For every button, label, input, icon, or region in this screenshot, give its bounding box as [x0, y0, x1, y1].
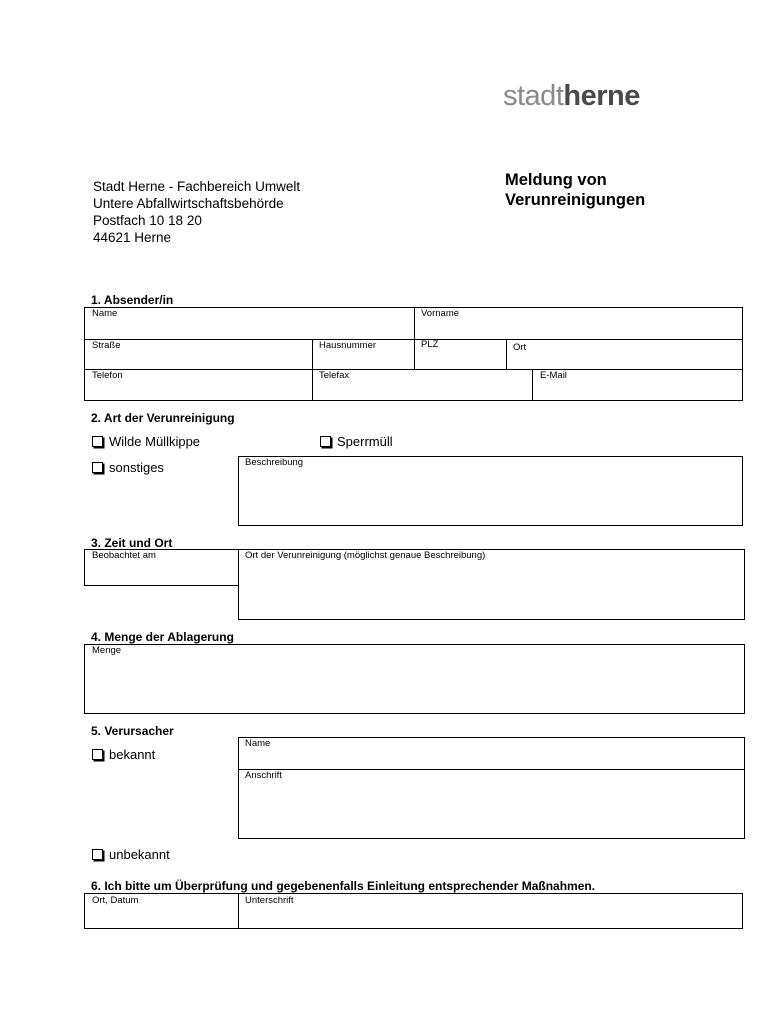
beschreibung-label: Beschreibung	[245, 457, 304, 468]
checkbox-square-icon[interactable]	[92, 849, 103, 860]
ort-verunreinigung-field[interactable]	[238, 549, 745, 620]
anschrift-field[interactable]	[239, 770, 744, 838]
checkbox-label: Wilde Müllkippe	[109, 434, 201, 449]
ort-verunreinigung-label: Ort der Verunreinigung (möglichst genaue Beschreibung)	[245, 550, 486, 561]
vorname-field[interactable]	[415, 308, 742, 339]
checkbox-bekannt[interactable]	[92, 747, 155, 762]
form-title-line-2: Verunreinigungen	[505, 191, 646, 209]
ort-label: Ort	[513, 342, 527, 353]
section-3-heading: 3. Zeit und Ort	[91, 536, 173, 550]
checkbox-unbekannt[interactable]	[92, 847, 170, 862]
email-label: E-Mail	[540, 370, 567, 381]
checkbox-square-icon[interactable]	[92, 436, 103, 447]
verursacher-name-label: Name	[245, 738, 271, 749]
ort-field[interactable]	[507, 340, 742, 369]
section-6-heading: 6. Ich bitte um Überprüfung und gegebenenfalls Einleitung entsprechender Maßnahmen.	[91, 879, 596, 893]
verursacher-name-field[interactable]	[239, 738, 744, 769]
menge-field[interactable]	[84, 644, 745, 714]
address-line-3: Postfach 10 18 20	[93, 213, 202, 228]
form-title-line-1: Meldung von	[505, 171, 607, 189]
form-title	[505, 170, 645, 210]
ort-datum-label: Ort, Datum	[92, 895, 139, 906]
strasse-field[interactable]	[85, 340, 312, 369]
vorname-label: Vorname	[421, 308, 460, 319]
name-label: Name	[92, 308, 118, 319]
menge-label: Menge	[92, 645, 122, 656]
section-2-heading: 2. Art der Verunreinigung	[91, 411, 235, 425]
plz-label: PLZ	[421, 339, 439, 350]
name-field[interactable]	[85, 308, 414, 339]
checkbox-square-icon[interactable]	[92, 749, 103, 760]
telefax-field[interactable]	[313, 370, 532, 400]
verursacher-table	[238, 737, 745, 839]
checkbox-label: Sperrmüll	[337, 434, 393, 449]
address-line-1: Stadt Herne - Fachbereich Umwelt	[93, 179, 301, 194]
recipient-address	[93, 178, 300, 246]
checkbox-sonstiges[interactable]	[92, 460, 164, 475]
anschrift-label: Anschrift	[245, 770, 282, 781]
signature-table	[84, 893, 743, 929]
sender-table	[84, 307, 743, 401]
checkbox-sperrmuell[interactable]	[320, 434, 393, 449]
hausnummer-field[interactable]	[313, 340, 414, 369]
unterschrift-field[interactable]	[239, 894, 742, 928]
plz-field[interactable]	[415, 340, 506, 369]
checkbox-label: unbekannt	[109, 847, 170, 862]
section-5-heading: 5. Verursacher	[91, 724, 174, 738]
unterschrift-label: Unterschrift	[245, 895, 294, 906]
beobachtet-am-label: Beobachtet am	[92, 550, 156, 561]
strasse-label: Straße	[92, 340, 121, 351]
logo-part-herne: herne	[563, 80, 640, 112]
checkbox-label: bekannt	[109, 747, 156, 762]
beobachtet-am-field[interactable]	[84, 549, 239, 586]
beschreibung-field[interactable]	[238, 456, 743, 526]
checkbox-square-icon[interactable]	[92, 462, 103, 473]
checkbox-label: sonstiges	[109, 460, 164, 475]
logo-part-stadt: stadt	[503, 80, 564, 112]
stadt-herne-logo	[503, 82, 640, 111]
checkbox-square-icon[interactable]	[320, 436, 331, 447]
address-line-2: Untere Abfallwirtschaftsbehörde	[93, 196, 284, 211]
telefon-label: Telefon	[92, 370, 123, 381]
section-1-heading: 1. Absender/in	[91, 293, 174, 307]
email-field[interactable]	[533, 370, 742, 400]
telefax-label: Telefax	[319, 370, 350, 381]
telefon-field[interactable]	[85, 370, 312, 400]
hausnummer-label: Hausnummer	[319, 340, 377, 351]
checkbox-wilde-muellkippe[interactable]	[92, 434, 200, 449]
section-4-heading: 4. Menge der Ablagerung	[91, 630, 234, 644]
ort-datum-field[interactable]	[85, 894, 238, 928]
address-line-4: 44621 Herne	[93, 230, 172, 245]
